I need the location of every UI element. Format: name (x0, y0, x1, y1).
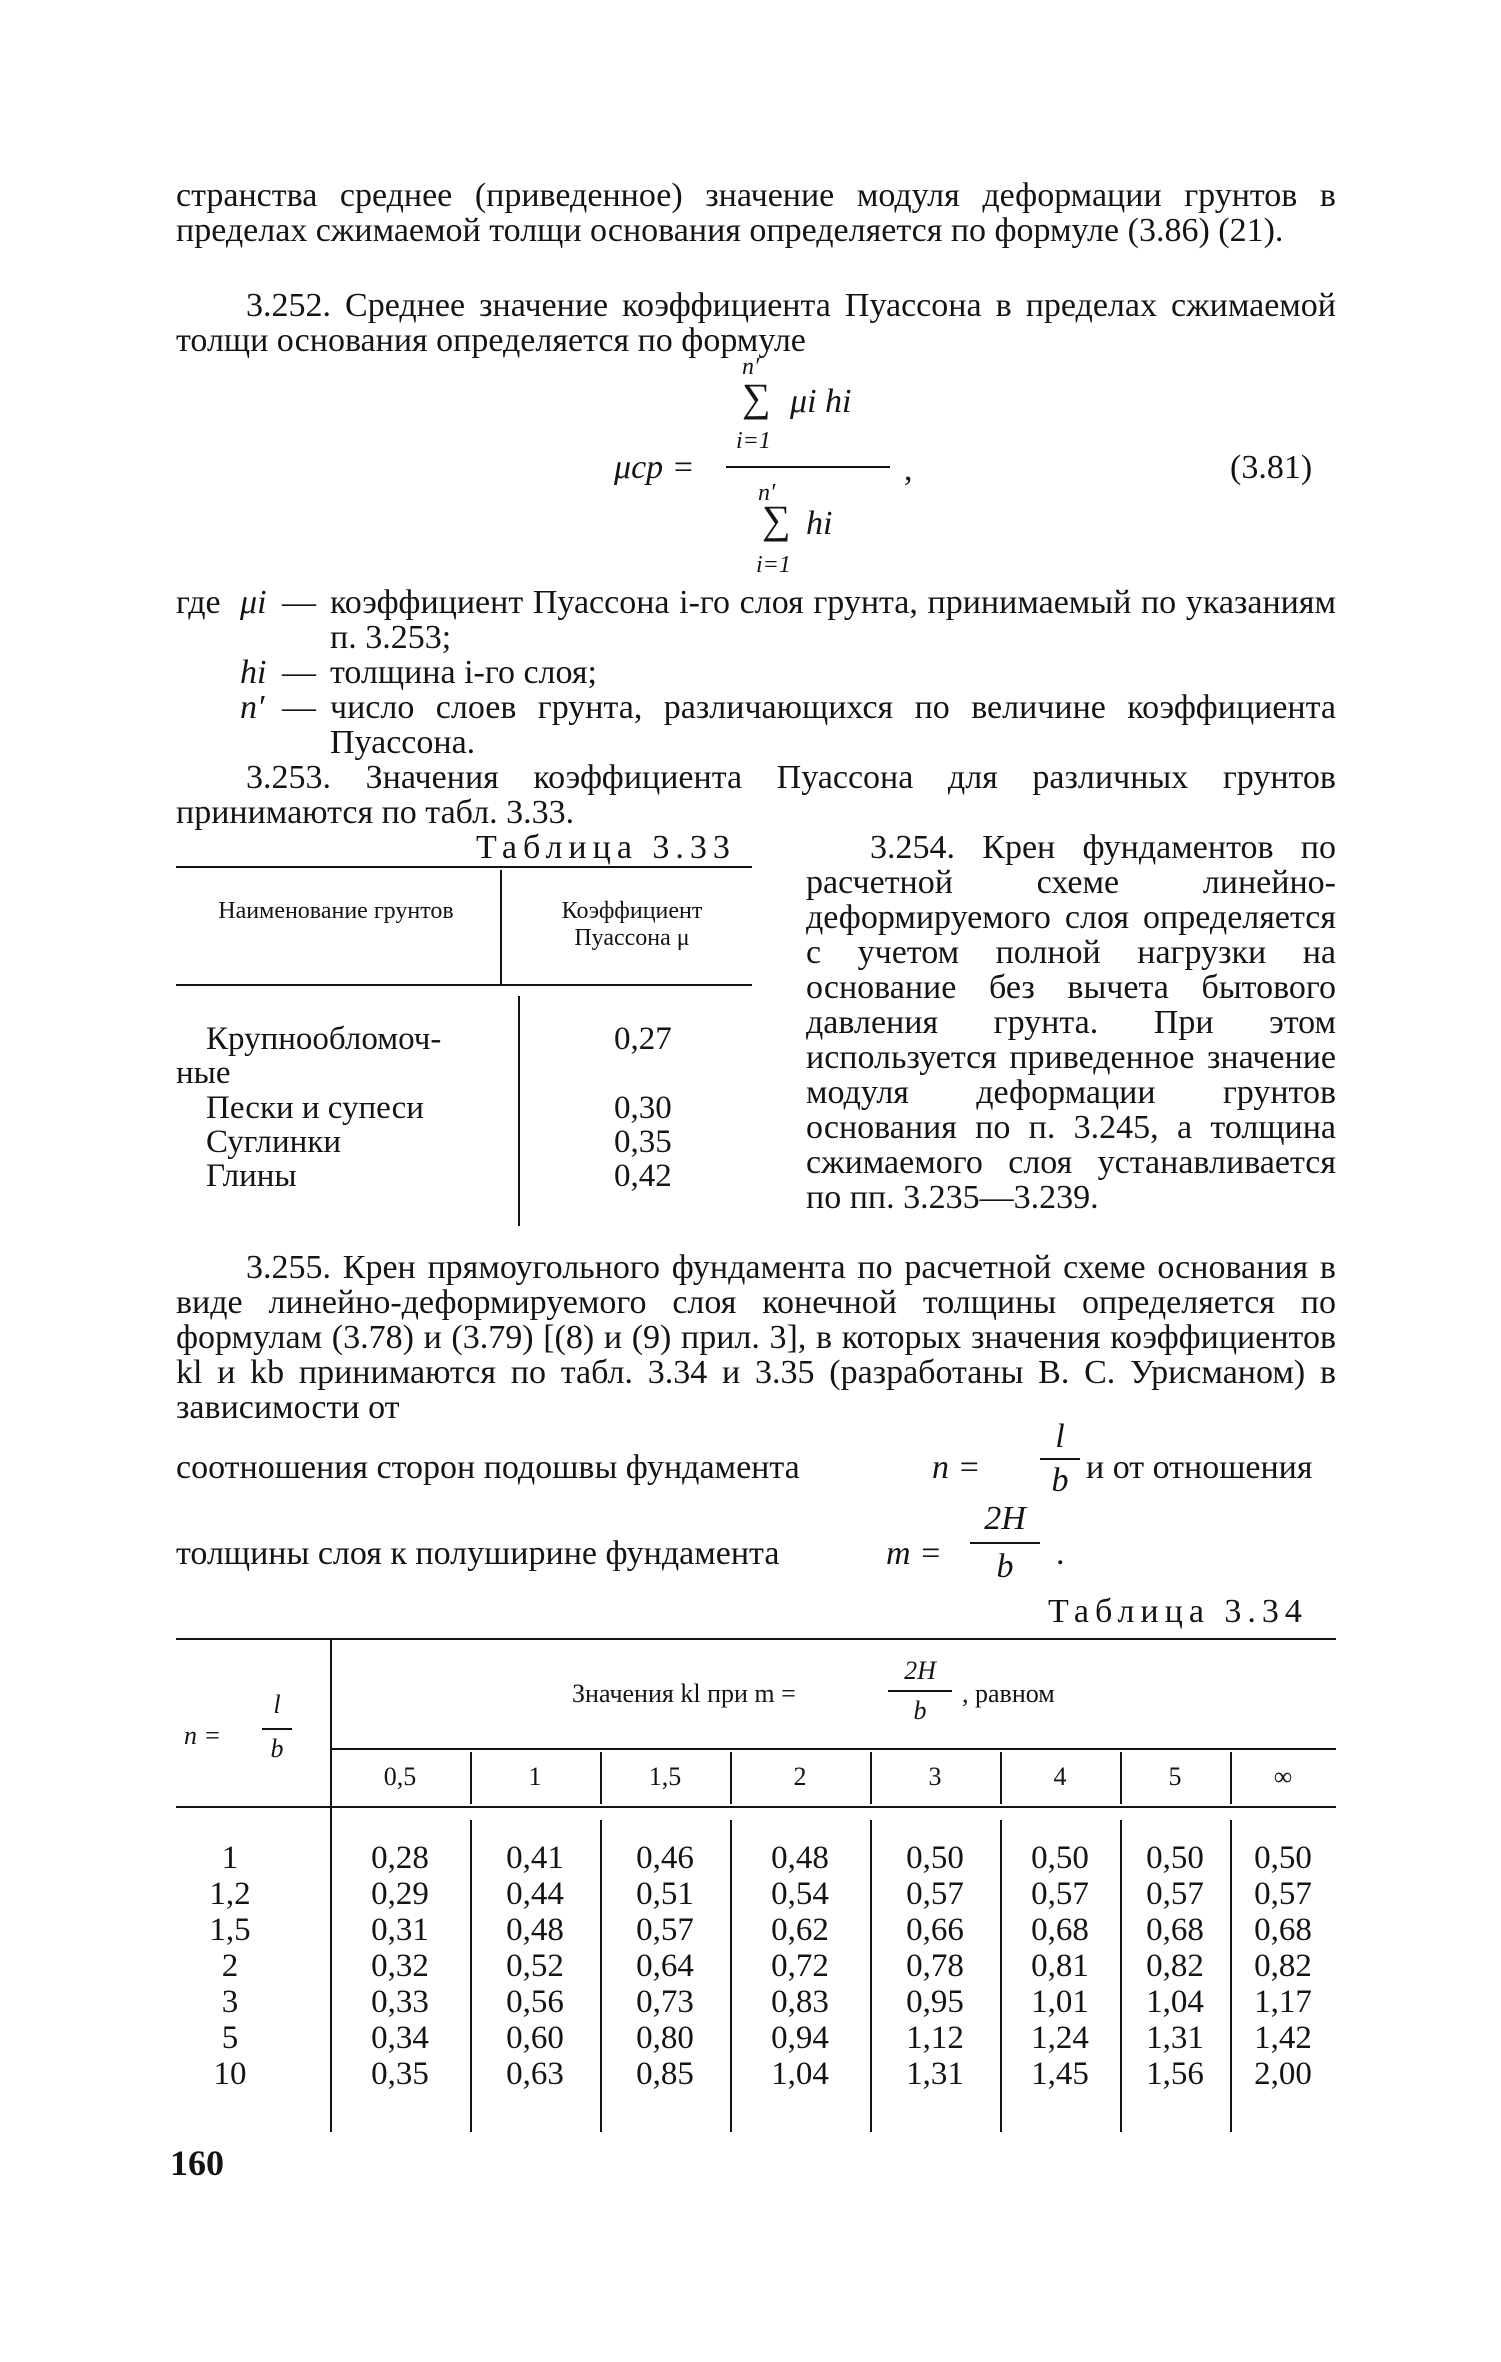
header-column-divider (1120, 1752, 1122, 1804)
ratio-line-b: толщины слоя к полуширине фундамента (176, 1535, 780, 1572)
table-3-33-row-2-value: 0,30 (614, 1090, 672, 1126)
formula-lhs: μср = (614, 449, 695, 486)
table-3-33-row-3-name: Суглинки (206, 1124, 342, 1160)
kl-value: 0,57 (1254, 1876, 1312, 1912)
table-3-33-header-rule (176, 984, 752, 986)
kl-value: 0,63 (506, 2056, 564, 2092)
kl-value: 0,83 (771, 1984, 829, 2020)
kl-value: 0,31 (371, 1912, 429, 1948)
table-3-34-header-den: b (913, 1696, 927, 1725)
ratio-m-eq: m = (886, 1535, 942, 1572)
kl-value: 1,12 (906, 2020, 964, 2056)
formula-number: (3.81) (1230, 449, 1313, 486)
formula-den-sum-top: n′ (758, 480, 776, 506)
formula-comma: , (904, 451, 913, 488)
header-column-divider (470, 1752, 472, 1804)
header-column-divider (1230, 1752, 1232, 1804)
m-value-header: 5 (1168, 1762, 1182, 1791)
table-3-34-n-bar (262, 1728, 292, 1730)
kl-value: 1,17 (1254, 1984, 1312, 2020)
legend-sym-2: hi (240, 654, 267, 691)
legend-sym-3: n′ (240, 689, 265, 726)
kl-value: 0,78 (906, 1948, 964, 1984)
header-column-divider (870, 1752, 872, 1804)
table-3-34-header-end: , равном (962, 1679, 1055, 1708)
kl-value: 0,68 (1146, 1912, 1204, 1948)
kl-value: 0,82 (1146, 1948, 1204, 1984)
kl-value: 0,48 (771, 1840, 829, 1876)
formula-num-sum: ∑ (742, 375, 771, 420)
table-3-33-row-1-name-cont: ные (176, 1055, 231, 1091)
formula-den-sum-bottom: i=1 (756, 552, 791, 578)
m-value-header: ∞ (1273, 1762, 1293, 1791)
table-3-34-n-num: l (273, 1690, 281, 1719)
kl-value: 0,34 (371, 2020, 429, 2056)
header-column-divider (730, 1752, 732, 1804)
ratio-m-num: 2H (984, 1500, 1026, 1537)
intro-paragraph: странства среднее (приведенное) значение модуля деформации грунтов в пределах сжимаемой толщи основания определяется по формуле (3.86) (21). (176, 177, 1336, 249)
ratio-dot: . (1056, 1535, 1065, 1572)
table-3-33-caption: Таблица 3.33 (476, 829, 736, 866)
m-value-header: 1,5 (648, 1762, 682, 1791)
kl-value: 0,57 (636, 1912, 694, 1948)
m-value-header: 1 (528, 1762, 542, 1791)
legend-dash-2: — (282, 654, 316, 691)
kl-value: 0,66 (906, 1912, 964, 1948)
kl-value: 0,48 (506, 1912, 564, 1948)
kl-value: 0,33 (371, 1984, 429, 2020)
kl-value: 0,44 (506, 1876, 564, 1912)
formula-den-term: hi (806, 505, 833, 542)
kl-value: 1,42 (1254, 2020, 1312, 2056)
ratio-m-den: b (996, 1548, 1014, 1585)
ratio-n-den: b (1051, 1462, 1069, 1499)
n-value: 3 (221, 1984, 239, 2020)
ratio-n-bar (1040, 1458, 1080, 1460)
kl-value: 0,51 (636, 1876, 694, 1912)
kl-value: 0,80 (636, 2020, 694, 2056)
kl-value: 1,31 (906, 2056, 964, 2092)
paragraph-3-255: 3.255. Крен прямоугольного фундамента по расчетной схеме основания в виде линейно-деформируемого слоя конечной толщины определяется по формулам (3.78) и (3.79) [(8) и (9) прил. 3], в которых значения коэффициентов kl и kb принимаются по табл. 3.34 и 3.35 (разработаны В. С. Урисманом) в зависимости от (176, 1249, 1336, 1426)
table-3-34-caption: Таблица 3.34 (1048, 1593, 1308, 1630)
header-column-divider (1000, 1752, 1002, 1804)
paragraph-3-252: 3.252. Среднее значение коэффициента Пуассона в пределах сжимаемой толщи основания определяется по формуле (176, 287, 1336, 359)
m-value-header: 2 (793, 1762, 807, 1791)
kl-value: 0,50 (1146, 1840, 1204, 1876)
kl-value: 0,54 (771, 1876, 829, 1912)
legend-text-2: толщина i-го слоя; (330, 654, 597, 691)
formula-fraction-bar (726, 466, 890, 468)
page-number: 160 (170, 2143, 224, 2183)
table-3-33-row-2-name: Пески и супеси (206, 1090, 424, 1126)
legend-where: где (176, 584, 221, 621)
ratio-m-bar (970, 1542, 1040, 1544)
header-column-divider (600, 1752, 602, 1804)
formula-num-term: μi hi (790, 383, 852, 420)
kl-value: 0,95 (906, 1984, 964, 2020)
legend-text-3: число слоев грунта, различающихся по величине коэффициента Пуассона. (330, 689, 1336, 761)
table-3-33-header-divider (500, 870, 502, 984)
kl-value: 1,56 (1146, 2056, 1204, 2092)
kl-value: 0,68 (1031, 1912, 1089, 1948)
kl-value: 1,45 (1031, 2056, 1089, 2092)
paragraph-3-254: 3.254. Крен фундаментов по расчетной схеме линейно-деформируемого слоя определяется с учетом полной нагрузки на основание без вычета бытового давления грунта. При этом используется приведенное значение модуля деформации грунтов основания по п. 3.245, а толщина сжимаемого слоя устанавливается по пп. 3.235—3.239. (806, 829, 1336, 1216)
kl-value: 1,04 (771, 2056, 829, 2092)
kl-value: 0,57 (906, 1876, 964, 1912)
table-3-33-header-value: Коэффициент Пуассона μ (561, 898, 703, 951)
kl-value: 0,46 (636, 1840, 694, 1876)
legend-text-1: коэффициент Пуассона i-го слоя грунта, принимаемый по указаниям п. 3.253; (330, 584, 1336, 656)
m-value-header: 4 (1053, 1762, 1067, 1791)
n-value: 1,2 (209, 1876, 251, 1912)
table-3-33-body-divider (518, 996, 520, 1226)
kl-value: 0,73 (636, 1984, 694, 2020)
n-value: 2 (221, 1948, 239, 1984)
ratio-line-a-end: и от отношения (1086, 1449, 1313, 1486)
kl-value: 0,50 (1254, 1840, 1312, 1876)
kl-value: 1,31 (1146, 2020, 1204, 2056)
kl-value: 0,60 (506, 2020, 564, 2056)
table-3-33-row-1-name: Крупнообломоч- (206, 1021, 442, 1057)
legend-sym-1: μi (240, 584, 267, 621)
kl-value: 0,29 (371, 1876, 429, 1912)
ratio-line-a: соотношения сторон подошвы фундамента (176, 1449, 800, 1486)
table-3-34-header-bar (888, 1690, 952, 1692)
kl-value: 1,01 (1031, 1984, 1089, 2020)
kl-value: 0,72 (771, 1948, 829, 1984)
formula-num-sum-top: n′ (742, 354, 760, 380)
kl-value: 0,94 (771, 2020, 829, 2056)
table-3-34-mid-rule (330, 1748, 1336, 1750)
formula-den-sum: ∑ (762, 497, 791, 542)
kl-value: 0,35 (371, 2056, 429, 2092)
kl-value: 0,68 (1254, 1912, 1312, 1948)
kl-value: 0,57 (1031, 1876, 1089, 1912)
kl-value: 0,64 (636, 1948, 694, 1984)
kl-value: 0,50 (906, 1840, 964, 1876)
kl-value: 0,82 (1254, 1948, 1312, 1984)
table-3-34-header-num: 2H (904, 1656, 936, 1685)
legend-dash-1: — (282, 584, 316, 621)
m-value-header: 0,5 (383, 1762, 417, 1791)
ratio-n-eq: n = (932, 1449, 981, 1486)
kl-value: 0,56 (506, 1984, 564, 2020)
kl-value: 1,24 (1031, 2020, 1089, 2056)
table-3-33-row-1-value: 0,27 (614, 1021, 672, 1057)
legend-dash-3: — (282, 689, 316, 726)
table-3-33-row-3-value: 0,35 (614, 1124, 672, 1160)
n-value: 1 (221, 1840, 239, 1876)
table-3-34-n-den: b (270, 1734, 284, 1763)
paragraph-3-253: 3.253. Значения коэффициента Пуассона для различных грунтов принимаются по табл. 3.33. (176, 759, 1336, 831)
table-3-34-top-rule (176, 1638, 1336, 1640)
kl-value: 1,04 (1146, 1984, 1204, 2020)
n-value: 1,5 (209, 1912, 251, 1948)
kl-value: 0,57 (1146, 1876, 1204, 1912)
table-3-33-row-4-value: 0,42 (614, 1158, 672, 1194)
kl-value: 0,81 (1031, 1948, 1089, 1984)
kl-value: 0,28 (371, 1840, 429, 1876)
table-3-33-row-4-name: Глины (206, 1158, 297, 1194)
formula-num-sum-bottom: i=1 (736, 428, 771, 454)
table-3-34-n-label: n = (184, 1721, 222, 1750)
kl-value: 0,52 (506, 1948, 564, 1984)
n-value: 10 (213, 2056, 247, 2092)
ratio-n-num: l (1055, 1418, 1065, 1455)
kl-value: 0,32 (371, 1948, 429, 1984)
kl-value: 0,85 (636, 2056, 694, 2092)
table-3-34-header-text: Значения kl при m = (572, 1679, 796, 1708)
kl-value: 0,41 (506, 1840, 564, 1876)
kl-value: 2,00 (1254, 2056, 1312, 2092)
kl-value: 0,50 (1031, 1840, 1089, 1876)
kl-value: 0,62 (771, 1912, 829, 1948)
m-value-header: 3 (928, 1762, 942, 1791)
n-value: 5 (221, 2020, 239, 2056)
table-3-34-header-rule (176, 1806, 1336, 1808)
table-3-33-header-name: Наименование грунтов (218, 898, 454, 924)
table-3-33-top-rule (176, 866, 752, 868)
